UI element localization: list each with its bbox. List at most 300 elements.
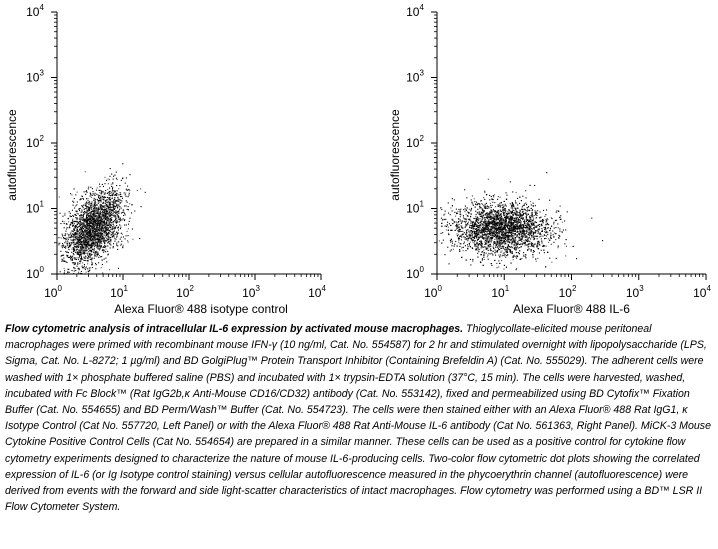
x-tick-label: $10^1$ (491, 284, 510, 300)
event-dot (468, 216, 469, 217)
event-dot (483, 212, 484, 213)
event-dot (547, 218, 548, 219)
event-dot (547, 232, 548, 233)
event-dot (77, 224, 78, 225)
event-dot (471, 214, 472, 215)
event-dot (450, 214, 451, 215)
event-dot (526, 215, 527, 216)
event-dot (526, 233, 527, 234)
event-dot (78, 241, 79, 242)
event-dot (512, 207, 513, 208)
event-dot (78, 268, 79, 269)
event-dot (555, 227, 556, 228)
event-dot (106, 238, 107, 239)
event-dot (91, 216, 92, 217)
event-dot (104, 209, 105, 210)
event-dot (105, 240, 106, 241)
event-dot (87, 261, 88, 262)
event-dot (446, 230, 447, 231)
event-dot (441, 233, 442, 234)
y-tick-label: $10^1$ (26, 199, 44, 216)
event-dot (103, 207, 104, 208)
event-dot (104, 193, 105, 194)
event-dot (95, 230, 96, 231)
event-dot (529, 241, 530, 242)
event-dot (113, 236, 114, 237)
event-dot (110, 168, 111, 169)
event-dot (64, 213, 65, 214)
event-dot (539, 199, 540, 200)
event-dot (556, 258, 557, 259)
event-dot (88, 213, 89, 214)
event-dot (90, 234, 91, 235)
event-dot (90, 196, 91, 197)
event-dot (92, 188, 93, 189)
event-dot (88, 204, 89, 205)
event-dot (524, 209, 525, 210)
event-dot (93, 191, 94, 192)
event-dot (89, 256, 90, 257)
event-dot (108, 230, 109, 231)
event-dot (84, 258, 85, 259)
event-dot (93, 208, 94, 209)
event-dot (101, 241, 102, 242)
event-dot (79, 269, 80, 270)
event-dot (123, 245, 124, 246)
event-dot (73, 253, 74, 254)
event-dot (122, 198, 123, 199)
event-dot (439, 240, 440, 241)
event-dot (70, 237, 71, 238)
event-dot (458, 242, 459, 243)
event-dot (525, 203, 526, 204)
event-dot (79, 240, 80, 241)
event-dot (83, 240, 84, 241)
event-dot (108, 178, 109, 179)
event-dot (533, 239, 534, 240)
event-dot (444, 214, 445, 215)
event-dot (109, 216, 110, 217)
event-dot (93, 200, 94, 201)
event-dot (106, 261, 107, 262)
event-dot (88, 247, 89, 248)
event-dot (80, 250, 81, 251)
event-dot (97, 229, 98, 230)
event-dot (102, 230, 103, 231)
event-dot (447, 222, 448, 223)
event-dot (518, 252, 519, 253)
event-dot (124, 219, 125, 220)
event-dot (84, 250, 85, 251)
event-dot (86, 212, 87, 213)
event-dot (73, 202, 74, 203)
event-dot (463, 209, 464, 210)
event-dot (77, 262, 78, 263)
event-dot (121, 244, 122, 245)
event-dot (109, 237, 110, 238)
event-dot (540, 234, 541, 235)
event-dot (77, 232, 78, 233)
event-dot (530, 221, 531, 222)
event-dot (461, 247, 462, 248)
event-dot (112, 228, 113, 229)
event-dot (445, 219, 446, 220)
event-dot (92, 213, 93, 214)
event-dot (69, 211, 70, 212)
event-dot (529, 235, 530, 236)
event-dot (470, 220, 471, 221)
event-dot (102, 208, 103, 209)
event-dot (475, 224, 476, 225)
event-dot (94, 223, 95, 224)
event-dot (68, 257, 69, 258)
event-dot (110, 227, 111, 228)
event-dot (113, 226, 114, 227)
event-dot (88, 271, 89, 272)
event-dot (92, 235, 93, 236)
event-dot (110, 207, 111, 208)
event-dot (533, 257, 534, 258)
event-dot (102, 218, 103, 219)
event-dot (95, 251, 96, 252)
event-dot (119, 200, 120, 201)
event-dot (77, 249, 78, 250)
event-dot (82, 262, 83, 263)
event-dot (110, 234, 111, 235)
event-dot (109, 197, 110, 198)
event-dot (511, 233, 512, 234)
event-dot (489, 195, 490, 196)
x-tick-label: $10^2$ (176, 284, 194, 300)
event-dot (121, 208, 122, 209)
event-dot (113, 176, 114, 177)
event-dot (90, 267, 91, 268)
event-dot (529, 248, 530, 249)
event-dot (83, 248, 84, 249)
event-dot (481, 212, 482, 213)
event-dot (116, 232, 117, 233)
event-dot (99, 255, 100, 256)
event-dot (80, 225, 81, 226)
event-dot (80, 273, 81, 274)
event-dot (79, 242, 80, 243)
event-dot (85, 203, 86, 204)
event-dot (119, 185, 120, 186)
event-dot (485, 217, 486, 218)
event-dot (97, 187, 98, 188)
event-dot (128, 235, 129, 236)
event-dot (94, 244, 95, 245)
event-dot (85, 235, 86, 236)
event-dot (73, 241, 74, 242)
event-dot (96, 213, 97, 214)
event-dot (75, 239, 76, 240)
event-dot (109, 210, 110, 211)
event-dot (526, 236, 527, 237)
event-dot (115, 210, 116, 211)
event-dot (87, 260, 88, 261)
event-dot (524, 223, 525, 224)
event-dot (108, 212, 109, 213)
event-dot (538, 241, 539, 242)
event-dot (99, 215, 100, 216)
event-dot (82, 227, 83, 228)
event-dot (76, 211, 77, 212)
event-dot (97, 194, 98, 195)
event-dot (85, 171, 86, 172)
event-dot (111, 235, 112, 236)
event-dot (93, 222, 94, 223)
event-dot (92, 267, 93, 268)
event-dot (514, 233, 515, 234)
event-dot (116, 225, 117, 226)
event-dot (75, 252, 76, 253)
event-dot (91, 207, 92, 208)
event-dot (64, 247, 65, 248)
event-dot (83, 212, 84, 213)
event-dot (482, 219, 483, 220)
event-dot (466, 224, 467, 225)
event-dot (108, 220, 109, 221)
event-dot (63, 274, 64, 275)
event-dot (491, 240, 492, 241)
event-dot (489, 246, 490, 247)
event-dot (97, 205, 98, 206)
event-dot (488, 207, 489, 208)
event-dot (111, 192, 112, 193)
event-dot (491, 265, 492, 266)
event-dot (115, 221, 116, 222)
event-dot (118, 199, 119, 200)
event-dot (91, 233, 92, 234)
event-dot (113, 204, 114, 205)
event-dot (108, 234, 109, 235)
event-dot (75, 233, 76, 234)
event-dot (105, 183, 106, 184)
event-dot (461, 222, 462, 223)
event-dot (87, 223, 88, 224)
event-dot (66, 252, 67, 253)
event-dot (86, 244, 87, 245)
y-tick-label: $10^0$ (26, 265, 44, 281)
event-dot (522, 217, 523, 218)
event-dot (547, 219, 548, 220)
event-dot (103, 236, 104, 237)
event-dot (73, 225, 74, 226)
event-dot (105, 197, 106, 198)
event-dot (88, 251, 89, 252)
event-dot (71, 259, 72, 260)
event-dot (506, 199, 507, 200)
event-dot (453, 249, 454, 250)
event-dot (501, 260, 502, 261)
event-dot (101, 212, 102, 213)
event-dot (527, 244, 528, 245)
event-dot (79, 226, 80, 227)
event-dot (89, 240, 90, 241)
event-dot (70, 224, 71, 225)
event-dot (96, 264, 97, 265)
event-dot (95, 254, 96, 255)
chart-panel-1 (5, 3, 326, 316)
event-dot (480, 221, 481, 222)
event-dot (112, 187, 113, 188)
event-dot (87, 211, 88, 212)
event-dot (463, 250, 464, 251)
event-dot (536, 261, 537, 262)
event-dot (74, 262, 75, 263)
event-dot (565, 255, 566, 256)
event-dot (78, 259, 79, 260)
event-dot (516, 212, 517, 213)
event-dot (505, 212, 506, 213)
event-dot (81, 259, 82, 260)
event-dot (120, 192, 121, 193)
event-dot (131, 212, 132, 213)
event-dot (445, 226, 446, 227)
event-dot (66, 239, 67, 240)
event-dot (80, 227, 81, 228)
event-dot (64, 227, 65, 228)
event-dot (114, 234, 115, 235)
event-dot (77, 264, 78, 265)
event-dot (96, 217, 97, 218)
event-dot (114, 215, 115, 216)
event-dot (105, 216, 106, 217)
event-dot (99, 220, 100, 221)
event-dot (495, 250, 496, 251)
event-dot (494, 230, 495, 231)
event-dot (510, 220, 511, 221)
event-dot (445, 211, 446, 212)
event-dot (512, 237, 513, 238)
event-dot (479, 218, 480, 219)
event-dot (118, 268, 119, 269)
event-dot (535, 205, 536, 206)
event-dot (441, 209, 442, 210)
event-dot (477, 250, 478, 251)
event-dot (98, 208, 99, 209)
event-dot (124, 192, 125, 193)
event-dot (74, 239, 75, 240)
event-dot (516, 247, 517, 248)
event-dot (97, 253, 98, 254)
event-dot (115, 194, 116, 195)
event-dot (95, 199, 96, 200)
event-dot (474, 222, 475, 223)
event-dot (90, 203, 91, 204)
event-dot (106, 221, 107, 222)
event-dot (99, 230, 100, 231)
event-dot (467, 224, 468, 225)
event-dot (121, 219, 122, 220)
event-dot (64, 215, 65, 216)
event-dot (505, 243, 506, 244)
event-dot (63, 237, 64, 238)
event-dot (62, 234, 63, 235)
event-dot (528, 243, 529, 244)
event-dot (484, 192, 485, 193)
event-dot (104, 245, 105, 246)
event-dot (510, 181, 511, 182)
event-dot (484, 199, 485, 200)
event-dot (457, 211, 458, 212)
event-dot (448, 213, 449, 214)
event-dot (139, 238, 140, 239)
event-dot (563, 230, 564, 231)
event-dot (71, 222, 72, 223)
event-dot (68, 237, 69, 238)
event-dot (469, 243, 470, 244)
event-dot (111, 186, 112, 187)
event-dot (101, 245, 102, 246)
event-dot (547, 224, 548, 225)
event-dot (519, 203, 520, 204)
event-dot (105, 200, 106, 201)
event-dot (537, 258, 538, 259)
event-dot (528, 232, 529, 233)
event-dot (88, 238, 89, 239)
event-dot (474, 241, 475, 242)
event-dot (483, 247, 484, 248)
event-dot (75, 270, 76, 271)
event-dot (527, 231, 528, 232)
event-dot (82, 266, 83, 267)
event-dot (104, 206, 105, 207)
event-dot (94, 233, 95, 234)
event-dot (103, 192, 104, 193)
event-dot (110, 218, 111, 219)
event-dot (141, 206, 142, 207)
event-dot (458, 209, 459, 210)
event-dot (113, 247, 114, 248)
event-dot (517, 198, 518, 199)
event-dot (71, 235, 72, 236)
event-dot (98, 262, 99, 263)
event-dot (95, 201, 96, 202)
event-dot (103, 206, 104, 207)
event-dot (547, 223, 548, 224)
event-dot (450, 207, 451, 208)
event-dot (111, 225, 112, 226)
event-dot (448, 233, 449, 234)
event-dot (120, 226, 121, 227)
event-dot (89, 201, 90, 202)
event-dot (108, 217, 109, 218)
event-dot (99, 192, 100, 193)
event-dot (100, 241, 101, 242)
event-dot (482, 224, 483, 225)
event-dot (61, 238, 62, 239)
scatter-cloud (439, 172, 603, 270)
event-dot (110, 209, 111, 210)
event-dot (483, 225, 484, 226)
event-dot (71, 252, 72, 253)
event-dot (72, 270, 73, 271)
event-dot (86, 240, 87, 241)
event-dot (91, 223, 92, 224)
event-dot (119, 219, 120, 220)
event-dot (75, 206, 76, 207)
event-dot (558, 227, 559, 228)
event-dot (484, 191, 485, 192)
event-dot (524, 204, 525, 205)
event-dot (109, 191, 110, 192)
event-dot (117, 249, 118, 250)
event-dot (68, 235, 69, 236)
event-dot (96, 256, 97, 257)
event-dot (556, 210, 557, 211)
